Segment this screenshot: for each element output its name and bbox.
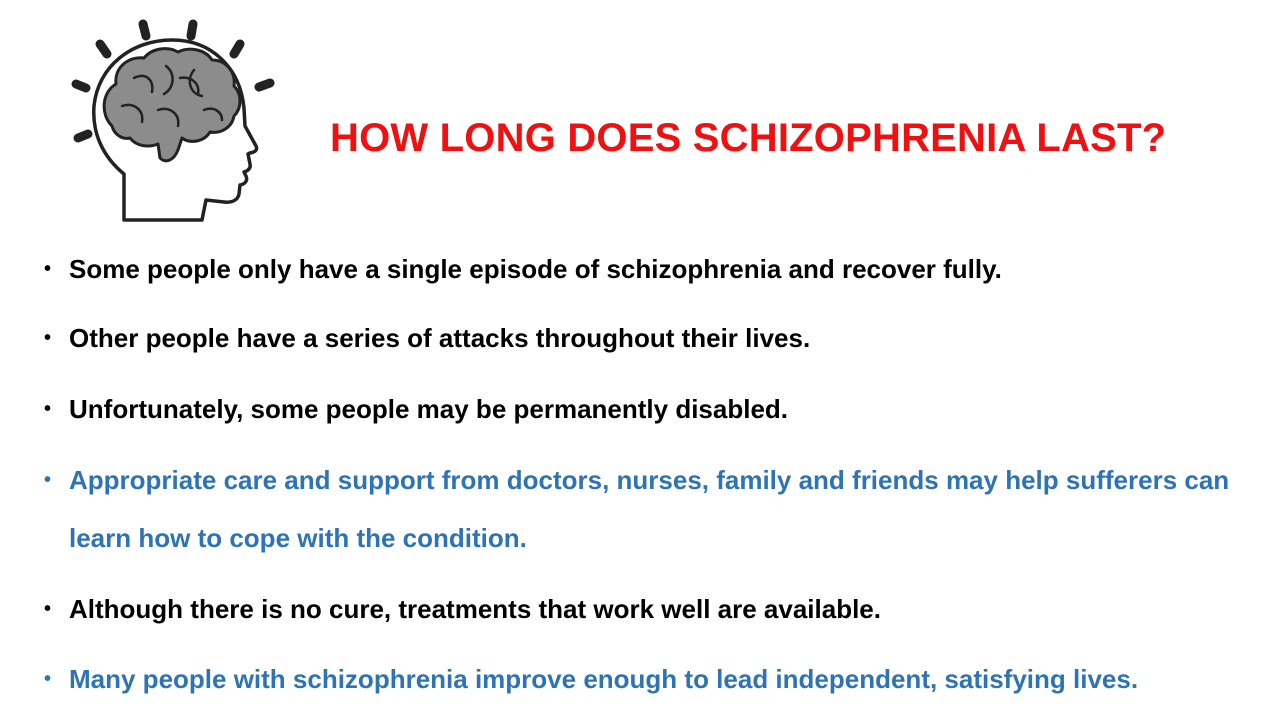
bullet-dot: • [44, 598, 52, 620]
bullet-text: Appropriate care and support from doctors, nurses, family and friends may help sufferers can learn how to cope with the condition. [69, 465, 1230, 553]
bullet-dot: • [44, 258, 52, 280]
bullet-item [44, 650, 1264, 708]
bullet-text: Many people with schizophrenia improve enough to lead independent, satisfying lives. [69, 664, 1139, 694]
bullet-text: Although there is no cure, treatments that work well are available. [69, 594, 881, 624]
bullet-item [44, 451, 1264, 567]
bullet-item [44, 580, 1264, 638]
bullet-item [44, 309, 1264, 367]
bullet-item [44, 380, 1264, 438]
bullet-text: Unfortunately, some people may be permanently disabled. [69, 394, 789, 424]
bullet-dot: • [44, 469, 52, 491]
bullet-item [44, 240, 1264, 298]
bullet-text: Other people have a series of attacks throughout their lives. [69, 323, 811, 353]
bullet-dot: • [44, 398, 52, 420]
bullet-dot: • [44, 668, 52, 690]
bullet-text: Some people only have a single episode of schizophrenia and recover fully. [69, 254, 1002, 284]
bullet-dot: • [44, 327, 52, 349]
slide-title: HOW LONG DOES SCHIZOPHRENIA LAST? [330, 116, 1167, 160]
